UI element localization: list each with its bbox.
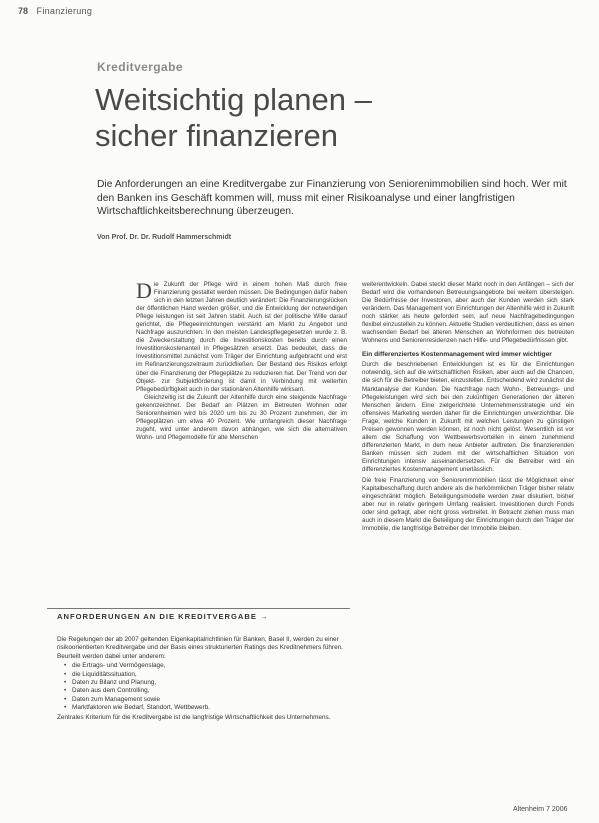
author-byline: Von Prof. Dr. Dr. Rudolf Hammerschmidt bbox=[97, 234, 232, 241]
paragraph-text: ie Zukunft der Pflege wird in einem hohen Maß durch freie Finanzierung gestaltet werden müssen. Die Bedingungen dafür haben sich in den letzten Jahren deutlich verändert: Die Finanzierungslücken der öffentlichen Hand werden größer, und die Entwicklung der notwendigen Pflege leistungen ist seit Jahren stabil. Auch ist der politische Wille darauf gerichtet, die Pflegeeinrichtungen verstärkt am Markt zu Angebot und Nachfrage auszurichten. In den meisten Landespflegegesetzen wurde z. B. die Zweckerstattung durch die Investitionskosten bereits durch einen Investitionskostenanteil in Pflegesätzen ersetzt. Das bedeutet, dass die Investitionsmittel zunächst vom Träger der Einrichtung aufgebracht und erst im Refinanzierungszeitraum zurückfließen. Der Bestand des Risikos erfolgt über die Finanzierung der Pflegeplätze zu reduzieren hat. Der Trend von der Objekt- zur Subjektförderung ist damit in Verbindung mit weiterhin Pflegebedürftigkeit auch in der stationären Altenhilfe wirksam. bbox=[136, 281, 347, 393]
info-box-closing: Zentrales Kriterium für die Kreditvergabe ist die langfristige Wirtschaftlichkeit des Unternehmens. bbox=[57, 713, 331, 721]
body-column-1 bbox=[136, 281, 347, 599]
article-kicker: Kreditvergabe bbox=[97, 60, 183, 74]
list-item: • Daten zum Management sowie bbox=[67, 696, 347, 704]
list-item: • Marktfaktoren wie Bedarf, Standort, Wettbewerb. bbox=[67, 704, 347, 712]
drop-cap: D bbox=[136, 281, 152, 303]
criteria-list bbox=[57, 662, 347, 712]
info-box-title: ANFORDERUNGEN AN DIE KREDITVERGABE → bbox=[57, 612, 269, 621]
list-item: • die Ertrags- und Vermögenslage, bbox=[67, 662, 347, 670]
list-item: • Daten aus dem Controlling, bbox=[67, 687, 347, 695]
info-box-body bbox=[57, 636, 347, 722]
article-title bbox=[95, 82, 575, 154]
body-paragraph: Durch die beschriebenen Entwicklungen ist es für die Einrichtungen notwendig, sich auf die wirtschaftlichen Risiken, aber auch auf die Chancen, die sich für die Betreiber bieten, einzustellen. Entscheidend wird zunächst die Marktanalyse der Kunden. Die Nachfrage nach Wohn-, Betreuungs- und Pflegeleistungen wird sich bei den zukünftigen Generationen der älteren Menschen ändern. Eine zielgerichtete Unternehmensstrategie und ein offensives Marketing werden daher für die Einrichtungen unverzichtbar. Die Frage, welche Kunden in Zukunft mit welchen Leistungen zu günstigen Preisen gewonnen werden können, ist noch nicht gelöst. Wesentlich ist vor allem die Schaffung von Wettbewerbsvorteilen in einem zunehmend differenzierten Markt, in dem neue Anbieter auftreten. Die finanzierenden Banken müssen sich zudem mit der wirtschaftlichen Situation von Einrichtungen intensiv auseinandersetzen. Für die Betreiber wird ein differenziertes Kostenmanagement unerlässlich. bbox=[362, 361, 574, 473]
page-number: 78 bbox=[18, 6, 29, 16]
title-line-2: sicher finanzieren bbox=[95, 118, 338, 153]
body-paragraph: Die freie Finanzierung von Seniorenimmobilien lässt die Möglichkeit einer Kapitalbeschaffung durch andere als die herkömmlichen Träger bisher relativ eingeschränkt möglich. Beteiligungsmodelle werden zwar diskutiert, bisher aber nur in relativ geringem Umfang realisiert. Investitionen durch Fonds oder sind gefragt, aber nicht gross verbreitet. In Betracht ziehen muss man auch in diesem Markt die Beteiligung der Einrichtungen durch den Träger der Immobilie, die langfristige Betreiber der Immobilie bleiben. bbox=[362, 477, 574, 533]
list-item: • Daten zu Bilanz und Planung, bbox=[67, 679, 347, 687]
info-box-intro: Die Regelungen der ab 2007 geltenden Eigenkapitalrichtlinien für Banken, Basel II, werden zu einer risikoorientierten Kreditvergabe und der Basis eines strukturierten Ratings des Kreditnehmers führen. Beurteilt werden dabei unter anderem: bbox=[57, 636, 343, 660]
body-paragraph: weiterentwickeln. Dabei steckt dieser Markt noch in den Anfängen – sich der Bedarf wird die vorhandenen Betreuungsangebote bei weitem übersteigen. Die Bedürfnisse der Investoren, aber auch der Kunden werden sich stark verändern. Das Management von Einrichtungen der Altenhilfe wird in Zukunft noch stärker als heute gefordert sein, auf neue Nachfragebedingungen flexibel einzustellen zu können. Aktuelle Studien verdeutlichen, dass es einen wachsenden Bedarf bei älteren Menschen an Wohnformen des betreuten Wohnens und Seniorenresidenzen nach Hilfe- und Pflegebedürfnissen gibt. bbox=[362, 281, 574, 345]
box-divider bbox=[47, 608, 350, 609]
section-name: Finanzierung bbox=[36, 6, 93, 16]
body-paragraph: Gleichzeitig ist die Zukunft der Altenhilfe durch eine steigende Nachfrage gekennzeichnet. Der Bedarf an Plätzen im Betreuten Wohnen oder Seniorenheimen wird bis 2020 um bis zu 30 Prozent zunehmen, der im Pflegeplätzen um etwa 40 Prozent. Wie umfangreich dieser Nachfrage zugeht, wird unter anderem davon abhängen, wie sich die alternativen Wohn- und Pflegemodelle für alte Menschen bbox=[136, 393, 347, 441]
title-line-1: Weitsichtig planen – bbox=[95, 82, 372, 117]
article-lead: Die Anforderungen an eine Kreditvergabe zur Finanzierung von Seniorenimmobilien sind hoch. Wer mit den Banken ins Geschäft kommen will, muss mit einer Risikoanalyse und einer langfristigen Wirtschaftlichkeitsberechnung überzeugen. bbox=[97, 179, 567, 217]
section-subhead: Ein differenziertes Kostenmanagement wird immer wichtiger bbox=[362, 351, 552, 359]
body-column-2 bbox=[362, 281, 574, 811]
page-footer: Altenheim 7 2006 bbox=[513, 806, 568, 813]
list-item: • die Liquiditätssituation, bbox=[67, 671, 347, 679]
body-paragraph bbox=[136, 281, 347, 394]
page-header bbox=[18, 6, 92, 16]
